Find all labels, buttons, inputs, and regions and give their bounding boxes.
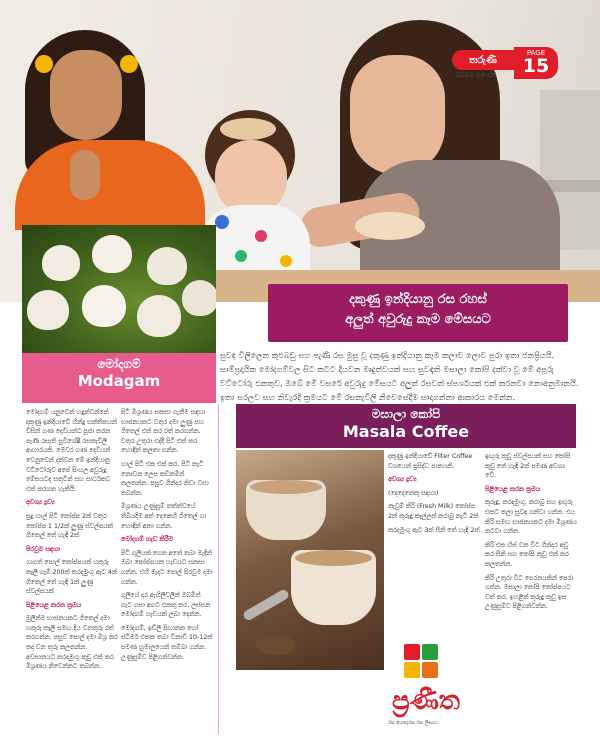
praneetha-logo [382, 638, 478, 730]
masala-column-1 [388, 452, 480, 539]
section-heading: පිරවුම සඳහා [26, 545, 61, 553]
body-paragraph: කුරුඳු, කරදමුංගු, කරාබු සහ ඉඟුරු එකට තලා සුවඳ ගන්වා ගන්න. එය කිරි සමඟ භාජනයකට දමා මිශ්‍රණය නටවා ගන්න. [485, 499, 577, 536]
page-number: 15 [522, 55, 550, 77]
body-paragraph: නැවුම් කිරි (Fresh Milk) කෝප්ප 2ක් කුරුඳු කෑල්ලක් කරාබු නැටි 2ක් [388, 503, 479, 520]
modagam-column-2 [121, 408, 213, 666]
body-paragraph: මෝදගම් යනුවෙන් හඳුන්වන්නේ දකුණු ඉන්දියාවේ හින්දු භක්තිකයන් විසින් ගණ දෙවියන්ට පූජා කරන පැණි රසැති සුවිශේෂී රසකැවිලි ආහාරයකි. මෙවර ගණ දෙවියන් වෙනුවෙන් දක්වන මේ ඉන්දියානු වට්ටෝරුව අපේ සිංහල අවුරුදු මේසයටද සතුටින් සහ සාර්ථකව එක් කරගත හැකියි. [26, 409, 118, 493]
modagam-title-sinhala: මෝදගම් [97, 357, 141, 371]
body-paragraph: ගුලියේ දාර ඇඟිලිවලින් ඔබමින් ගැට ගසා අගට එකතු කර, ලස්සන මෝදගම් හැඩයක් ලබා දෙන්න. [121, 592, 211, 619]
coffee-photo [236, 450, 384, 670]
main-headline [268, 284, 568, 342]
body-paragraph: පිටි ගුලියක් ගෙන අතේ තබා මැදින් ඔබා කෝප්පයක හැඩයට සකසා ගන්න. එහි මැදට පොල් පිරවුම දමා ගන්න. [121, 549, 213, 586]
body-paragraph: කරදමුංගු ඇට 3ක් සීනි තේ හැඳි 2ක් [388, 526, 480, 534]
section-heading: මෝදගම් හැඩ කිරීම [121, 536, 173, 544]
modagam-column-1 [26, 408, 118, 676]
logo-mark-icon [382, 638, 478, 686]
page-label: PAGE [526, 49, 546, 57]
modagam-title-bar [22, 353, 216, 403]
column-divider [218, 404, 219, 734]
page-badge [452, 47, 560, 81]
body-paragraph: ගාගත් පොල් කෝප්පයක් හකුරු කෑලි ගෑම් 200ක් කරදමුංගු ඇට 4ක් ගිතෙල් තේ හැඳි 1ක් ලුණු ස්වල්පයක් [26, 559, 118, 596]
section-heading: පිළියෙළ කරන ක්‍රමය [485, 485, 541, 493]
body-paragraph: මුලින්ම භාජනයකට ගිතෙල් දමා හකුරු කෑලි සමඟ දිය වනතුරු රත් කරගන්න. පසුව පොල් දමා මිශ්‍ර කර තද වන තුරු කලතන්න. අවසානයට කරදමුංගු කුඩු එක් කර මිශ්‍රණය නිවෙන්නට තබන්න. [26, 615, 118, 671]
headline-line-1: දකුණු ඉන්දියානු රස රහස් [349, 292, 487, 307]
brand-name: තරුණී [452, 50, 514, 70]
masala-title-sinhala: මසාලා කෝපි [371, 407, 441, 421]
body-paragraph: හාල් පිටි එක එක් කර, පිටි කැටි නොවන ලෙස කඩිනමින් කලතන්න. පසුව ගින්දර නිවා වසා තබන්න. [121, 460, 209, 497]
modagam-photo [22, 225, 216, 353]
body-paragraph: කිරි උතුරා විට පෙරනයකින් පෙරා ගන්න. මසාලා කෝපි කෝප්පයට වත් කර, ඉහළින් කුරුඳු කුඩු ඉස උණුසුම්ව පිළිගන්වන්න. [485, 574, 574, 611]
body-paragraph: මිශ්‍රණය උණුසුම් තත්ත්වයේ තිබියදීම අත් දෙකෙහි ගිතෙල් ගා හොඳින් අනා ගන්න. [121, 503, 207, 530]
masala-title-english: Masala Coffee [342, 422, 470, 441]
body-paragraph: මෝදගම්, ඉඩ්ලි පිඟානක හෝ ස්ටීමර් එකක තබා විනාඩි 10-12ක් පමණ හුමාලයෙන් තම්බා ගන්න. උණුසුම්ව පිළිගන්වන්න. [121, 624, 213, 661]
logo-name: ප්‍රණීත [392, 686, 460, 716]
section-heading: පිළියෙළ කරන ක්‍රමය [26, 601, 82, 609]
masala-title-bar [236, 404, 576, 448]
section-heading: අවශ්‍ය ද්‍රව්‍ය [26, 499, 55, 507]
section-heading: අවශ්‍ය ද්‍රව්‍ය [388, 476, 417, 484]
body-paragraph: (දෙදෙනෙකු සඳහා) [388, 489, 439, 497]
body-paragraph: පිටි මිශ්‍රණය සකසා ගැනීම සඳහා භාජනයකට වතුර දමා ලුණු සහ ගිතෙල් එක් කර රත් කරගන්න. වතුර උතුරා එද්දී පිටි එක් කර හොඳින් කලතා ගන්න. [121, 409, 206, 455]
body-paragraph: ඉඟුරු කුඩු ස්වල්පයක් සහ කෝපි කුඩු තේ හැඳි 2ක් පමණ අවශ්‍ය වේ. [485, 453, 571, 480]
logo-tagline: රස අහසැරස රස ලිසාය. [388, 720, 439, 726]
publication-date: 2026-04-06 [456, 71, 497, 79]
masala-column-2 [485, 452, 577, 616]
body-paragraph: කිරි එක හිස් වන විට ගින්දර අඩු කර සීනි සහ කෝපි කුඩු එක් කර කලතන්න. [485, 541, 569, 568]
intro-paragraph: සුවඳ විලිලෙන කුළුබඩු සහ පැණි රස මුසු වූ දකුණු ඉන්දියානු කෑම කලාව ලොව පුරා ඉතා ජනප්‍රියයි. සාම්ප්‍රදායික මෝදගම්වල සිට කටට දියවන මෘදුත්වයක් සහ සුවඳැති මසාලා කෝපි දක්වා වූ මේ අපූරු වට්ටෝරු එකතුව, ඔබේ මේ වසරේ අවුරුදු මේසයට අලුත් රසවත් ස්පර්ශයක් එක් කරනවා නොඅනුමානයි. ඉතා සරලව සහ නිවැරදි ක්‍රමයට මේ රසකැවිලි නිවෙසේදීම සාදාගන්නා ආකාරය මෙන්න. [220, 350, 579, 402]
body-paragraph: සුදු හාල් පිටි කෝප්ප 2ක් වතුර කෝප්ප 1 1/2ක් ලුණු ස්වල්පයක් ගිතෙල් තේ හැඳි 2ක් [26, 512, 113, 540]
page-number-box [514, 47, 558, 79]
modagam-title-english: Modagam [77, 372, 161, 390]
headline-line-2: අලුත් අවුරුදු කෑම මේසයට [345, 312, 491, 327]
body-paragraph: දකුණු ඉන්දියාවේ Filter Coffee වශයෙන් ප්‍රසිද්ධ පානයකි. [388, 453, 473, 470]
